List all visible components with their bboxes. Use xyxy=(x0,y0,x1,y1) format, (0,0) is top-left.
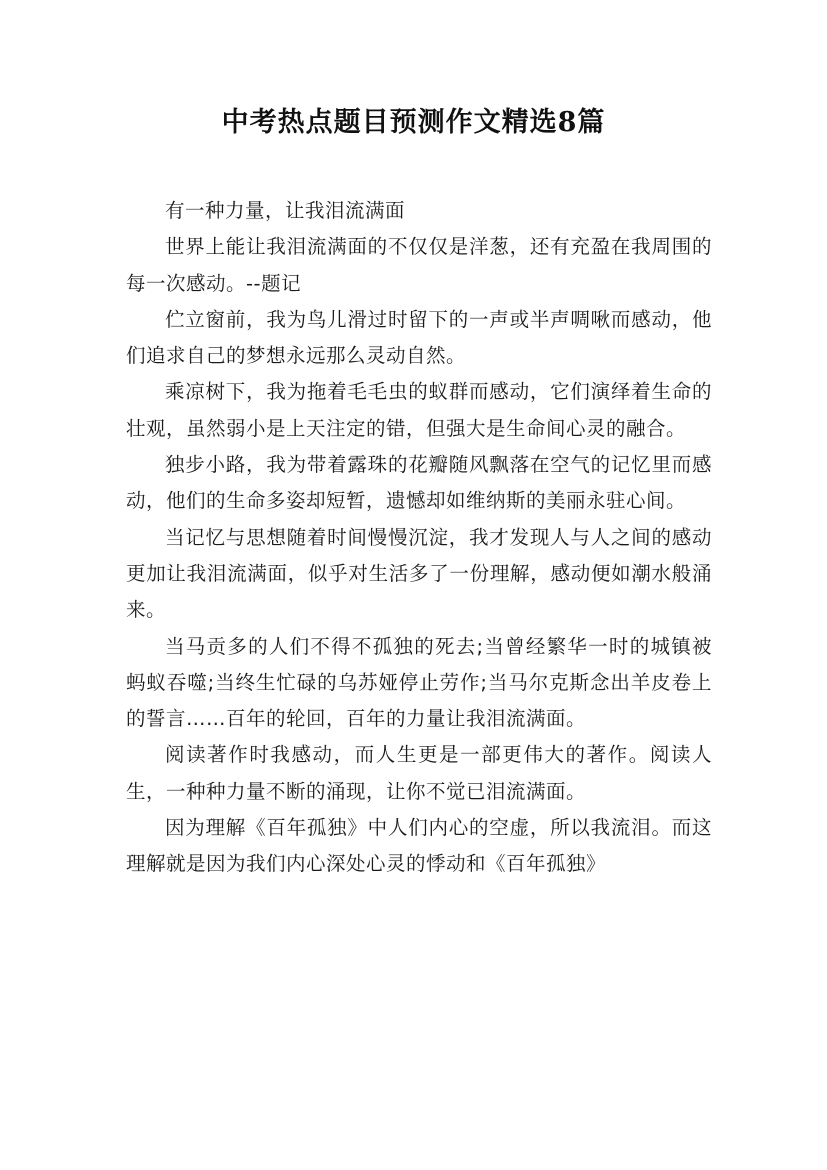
paragraph: 乘凉树下，我为拖着毛毛虫的蚁群而感动，它们演绎着生命的壮观，虽然弱小是上天注定的错，但强大是生命间心灵的融合。 xyxy=(126,380,712,440)
paragraph: 独步小路，我为带着露珠的花瓣随风飘落在空气的记忆里而感动，他们的生命多姿却短暂，遗憾却如维纳斯的美丽永驻心间。 xyxy=(126,453,712,513)
document-body xyxy=(126,193,712,883)
paragraph: 伫立窗前，我为鸟儿滑过时留下的一声或半声啁啾而感动，他们追求自己的梦想永远那么灵动自然。 xyxy=(126,307,712,368)
document-title: 中考热点题目预测作文精选8篇 xyxy=(221,107,606,138)
paragraph: 世界上能让我泪流满面的不仅仅是洋葱，还有充盈在我周围的每一次感动。--题记 xyxy=(126,235,712,295)
paragraph: 当记忆与思想随着时间慢慢沉淀，我才发现人与人之间的感动更加让我泪流满面，似乎对生活多了一份理解，感动便如潮水般涌来。 xyxy=(126,525,712,622)
paragraph: 有一种力量，让我泪流满面 xyxy=(165,199,406,222)
paragraph: 因为理解《百年孤独》中人们内心的空虚，所以我流泪。而这理解就是因为我们内心深处心灵的悸动和《百年孤独》 xyxy=(126,816,712,876)
paragraph: 当马贡多的人们不得不孤独的死去;当曾经繁华一时的城镇被蚂蚁吞噬;当终生忙碌的乌苏娅停止劳作;当马尔克斯念出羊皮卷上的誓言……百年的轮回，百年的力量让我泪流满面。 xyxy=(126,634,712,731)
paragraph: 阅读著作时我感动，而人生更是一部更伟大的著作。阅读人生，一种种力量不断的涌现，让你不觉已泪流满面。 xyxy=(126,743,712,803)
